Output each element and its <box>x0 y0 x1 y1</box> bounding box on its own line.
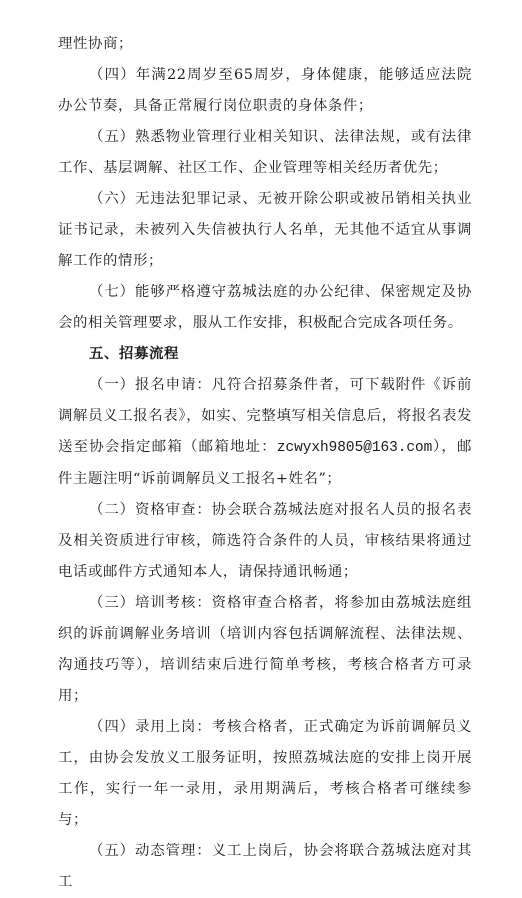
process-step-1 <box>58 370 472 495</box>
qualification-item-7: （七）能够严格遵守荔城法庭的办公纪律、保密规定及协会的相关管理要求，服从工作安排，积极配合完成各项任务。 <box>58 284 472 331</box>
qualification-item-5: （五）熟悉物业管理行业相关知识、法律法规，或有法律工作、基层调解、社区工作、企业管理等相关经历者优先； <box>58 129 472 176</box>
continued-line: 理性协商； <box>58 36 133 52</box>
process-step-2: （二）资格审查：协会联合荔城法庭对报名人员的报名表及相关资质进行审核，筛选符合条件的人员，审核结果将通过电话或邮件方式通知本人，请保持通讯畅通； <box>58 502 472 580</box>
contact-email: zcwyxh9805@163.com <box>276 440 433 456</box>
qualification-item-4: （四）年满22周岁至65周岁，身体健康，能够适应法院办公节奏，具备正常履行岗位职责的身体条件； <box>58 67 472 114</box>
process-step-3: （三）培训考核：资格审查合格者，将参加由荔城法庭组织的诉前调解业务培训（培训内容包括调解流程、法律法规、沟通技巧等），培训结束后进行简单考核，考核合格者方可录用； <box>58 595 472 704</box>
process-step-1-text-b: ），邮件主题注明“诉前调解员义工报名+姓名”； <box>58 439 472 487</box>
process-step-1-text-a: （一）报名申请：凡符合招募条件者，可下载附件《诉前调解员义工报名表》，如实、完整填写相关信息后，将报名表发送至协会指定邮箱（邮箱地址： <box>58 377 472 455</box>
process-step-4: （四）录用上岗：考核合格者，正式确定为诉前调解员义工，由协会发放义工服务证明，按照荔城法庭的安排上岗开展工作，实行一年一录用，录用期满后，考核合格者可继续参与； <box>58 719 472 828</box>
section-heading-recruitment-process: 五、招募流程 <box>89 346 179 362</box>
process-step-5: （五）动态管理：义工上岗后，协会将联合荔城法庭对其工 <box>58 843 472 890</box>
qualification-item-6: （六）无违法犯罪记录、无被开除公职或被吊销相关执业证书记录，未被列入失信被执行人名单，无其他不适宜从事调解工作的情形； <box>58 191 472 269</box>
